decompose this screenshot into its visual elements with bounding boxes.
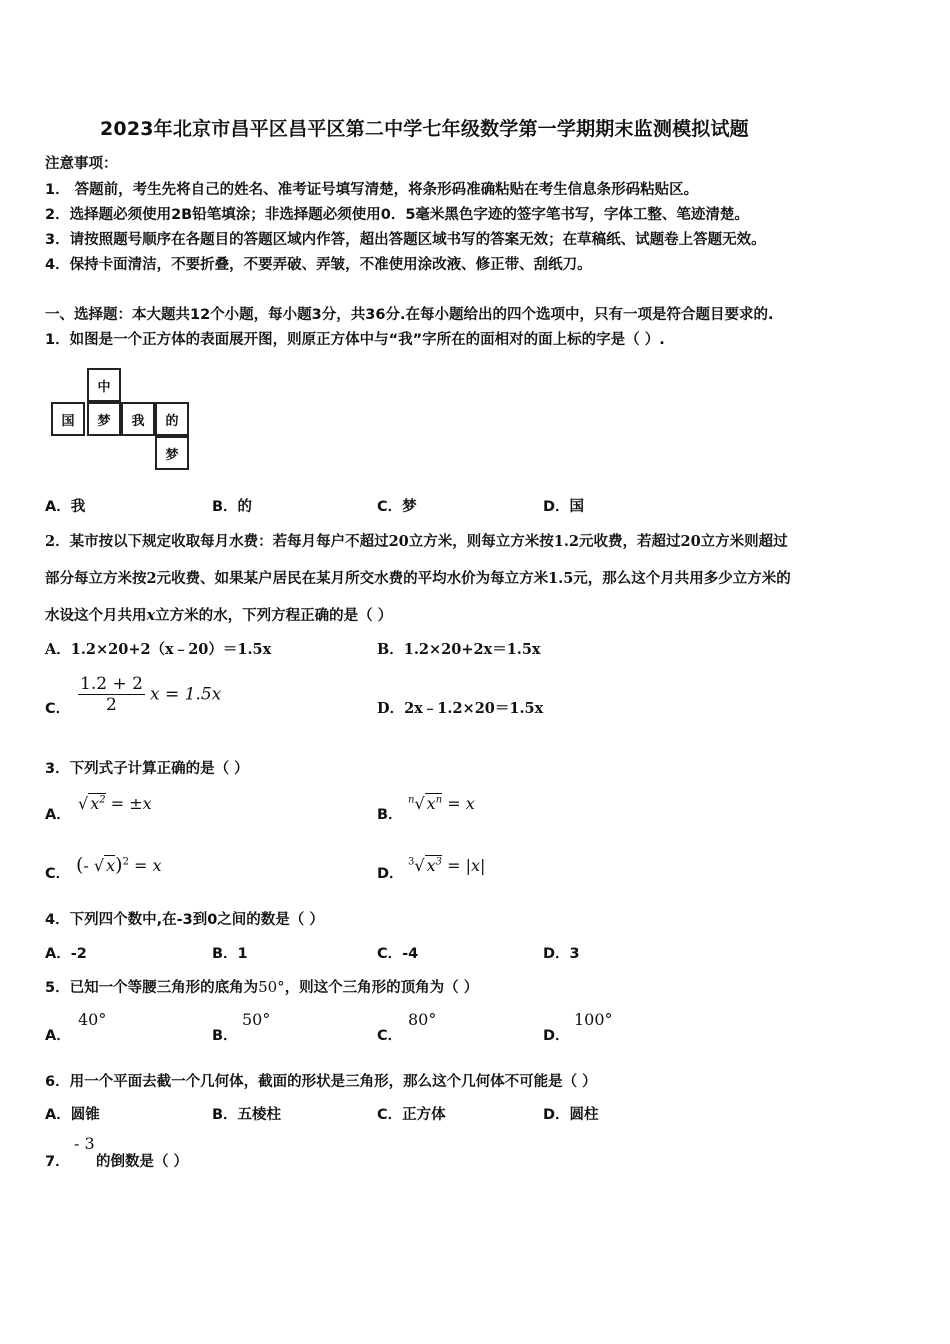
q7-stem: 的倒数是（ ）: [96, 1154, 189, 1170]
q4-stem: 4．下列四个数中,在-3到0之间的数是（ ）: [45, 912, 324, 928]
q4-option-d[interactable]: D．3: [543, 946, 580, 962]
q5-stem-angle: 50°: [258, 978, 285, 996]
q1-option-d[interactable]: D．国: [543, 499, 585, 515]
net-cell-meng-2: 梦: [155, 436, 189, 470]
notice-heading: 注意事项：: [45, 156, 118, 172]
q2-option-c-fraction: [78, 674, 145, 715]
q2-option-c-denominator: 2: [106, 695, 117, 715]
q2-option-d[interactable]: [377, 697, 543, 718]
net-cell-guo: 国: [51, 402, 85, 436]
sqrt-icon: √: [78, 794, 89, 813]
q2-option-b-text: 1.2×20+2x＝1.5x: [403, 641, 541, 658]
sqrt-icon: √: [93, 856, 105, 875]
q2-option-c-expression[interactable]: [78, 674, 221, 715]
q2-stem-line3-a: 水设这个月共用: [45, 607, 147, 624]
q3-option-b-label[interactable]: B．: [377, 807, 403, 823]
q3-stem: 3．下列式子计算正确的是（ ）: [45, 761, 249, 777]
q5-option-a-value[interactable]: 40°: [78, 1010, 107, 1029]
q5-option-d-label[interactable]: D．: [543, 1028, 570, 1044]
q7-number: 7．: [45, 1154, 70, 1170]
page-title: 2023年北京市昌平区昌平区第二中学七年级数学第一学期期末监测模拟试题: [100, 118, 749, 140]
q4-option-c[interactable]: C．-4: [377, 946, 419, 962]
q3-option-d-expression[interactable]: $^3$√ $x^3 = |x|$: [408, 856, 486, 875]
q5-option-c-label[interactable]: C．: [377, 1028, 403, 1044]
q2-stem-line3-b: 立方米的水，下列方程正确的是（ ）: [155, 607, 393, 624]
cube-root-icon: √: [414, 856, 425, 875]
q1-option-c[interactable]: C．梦: [377, 499, 417, 515]
q4-option-a[interactable]: A．-2: [45, 946, 87, 962]
nth-root-icon: √: [414, 794, 425, 813]
q2-option-b[interactable]: [377, 638, 541, 659]
net-cell-zhong: 中: [87, 368, 121, 402]
section-heading: 一、选择题：本大题共12个小题，每小题3分，共36分.在每小题给出的四个选项中，只有一项是符合题目要求的.: [45, 307, 774, 323]
q5-option-c-value[interactable]: 80°: [408, 1010, 437, 1029]
q2-option-a[interactable]: [45, 638, 271, 659]
q2-stem-line1: 2．某市按以下规定收取每月水费：若每月每户不超过20立方米，则每立方米按1.2元收费，若超过20立方米则超过: [45, 533, 788, 550]
q3-option-b-rhs: = x: [447, 794, 475, 813]
q6-option-c[interactable]: C．正方体: [377, 1107, 446, 1123]
q2-variable-x: x: [146, 607, 156, 624]
notice-item-1: 1． 答题前，考生先将自己的姓名、准考证号填写清楚，将条形码准确粘贴在考生信息条形码粘贴区。: [45, 182, 699, 198]
q1-stem: 1．如图是一个正方体的表面展开图，则原正方体中与“我”字所在的面相对的面上标的字是（ ）.: [45, 332, 665, 348]
q5-stem-b: ，则这个三角形的顶角为（ ）: [284, 980, 479, 996]
q2-option-a-text: 1.2×20+2（x﹣20）＝1.5x: [70, 641, 272, 658]
q5-option-d-value[interactable]: 100°: [574, 1010, 613, 1029]
q5-option-b-label[interactable]: B．: [212, 1028, 238, 1044]
q2-option-b-label: B．: [377, 641, 404, 658]
q2-option-d-text: 2x﹣1.2×20＝1.5x: [404, 700, 544, 717]
q3-option-c-expression[interactable]: (- √ x)$^2$ = x: [76, 854, 162, 876]
q2-stem-line3: [45, 604, 392, 625]
q5-stem-a: 5．已知一个等腰三角形的底角为: [45, 980, 259, 996]
q3-option-a-radicand: $x^2$: [90, 794, 106, 813]
q2-option-c-numerator: 1.2 + 2: [80, 674, 143, 694]
q7-value: - 3: [74, 1134, 95, 1153]
q3-option-d-label[interactable]: D．: [377, 866, 404, 882]
q6-option-b[interactable]: B．五棱柱: [212, 1107, 282, 1123]
net-cell-wo: 我: [121, 402, 155, 436]
q6-stem: 6．用一个平面去截一个几何体，截面的形状是三角形，那么这个几何体不可能是（ ）: [45, 1074, 597, 1090]
q6-option-a[interactable]: A．圆锥: [45, 1107, 100, 1123]
notice-item-3: 3．请按照题号顺序在各题目的答题区域内作答，超出答题区域书写的答案无效；在草稿纸、试题卷上答题无效。: [45, 232, 766, 248]
q3-option-c-rhs: = x: [134, 856, 162, 875]
notice-item-2: 2．选择题必须使用2B铅笔填涂；非选择题必须使用0．5毫米黑色字迹的签字笔书写，字体工整、笔迹清楚。: [45, 207, 749, 223]
q2-stem-line2: 部分每立方米按2元收费、如果某户居民在某月所交水费的平均水价为每立方米1.5元，那么这个月共用多少立方米的: [45, 570, 791, 587]
q5-option-a-label[interactable]: A．: [45, 1028, 71, 1044]
q5-stem: [45, 976, 478, 997]
q4-option-b[interactable]: B．1: [212, 946, 248, 962]
notice-item-4: 4．保持卡面清洁，不要折叠，不要弄破、弄皱，不准使用涂改液、修正带、刮纸刀。: [45, 257, 592, 273]
q3-option-a-rhs: = ±x: [110, 794, 152, 813]
q1-option-a[interactable]: A．我: [45, 499, 86, 515]
net-cell-meng-1: 梦: [87, 402, 121, 436]
q3-option-a-label[interactable]: A．: [45, 807, 71, 823]
q3-option-d-rhs: = |x|: [447, 856, 486, 875]
q2-option-c-label[interactable]: C．: [45, 701, 71, 717]
q2-option-a-label: A．: [45, 641, 71, 658]
q2-option-d-label: D．: [377, 700, 405, 717]
q6-option-d[interactable]: D．圆柱: [543, 1107, 599, 1123]
net-cell-de: 的: [155, 402, 189, 436]
q3-option-c-label[interactable]: C．: [45, 866, 71, 882]
q3-option-b-expression[interactable]: $^n$√ $x^n = x$: [408, 794, 475, 813]
q3-option-b-radicand: $x^n$: [426, 794, 443, 813]
q1-option-b[interactable]: B．的: [212, 499, 253, 515]
q2-option-c-rest: x = 1.5x: [150, 684, 222, 705]
q3-option-a-expression[interactable]: [78, 794, 152, 813]
q5-option-b-value[interactable]: 50°: [242, 1010, 271, 1029]
